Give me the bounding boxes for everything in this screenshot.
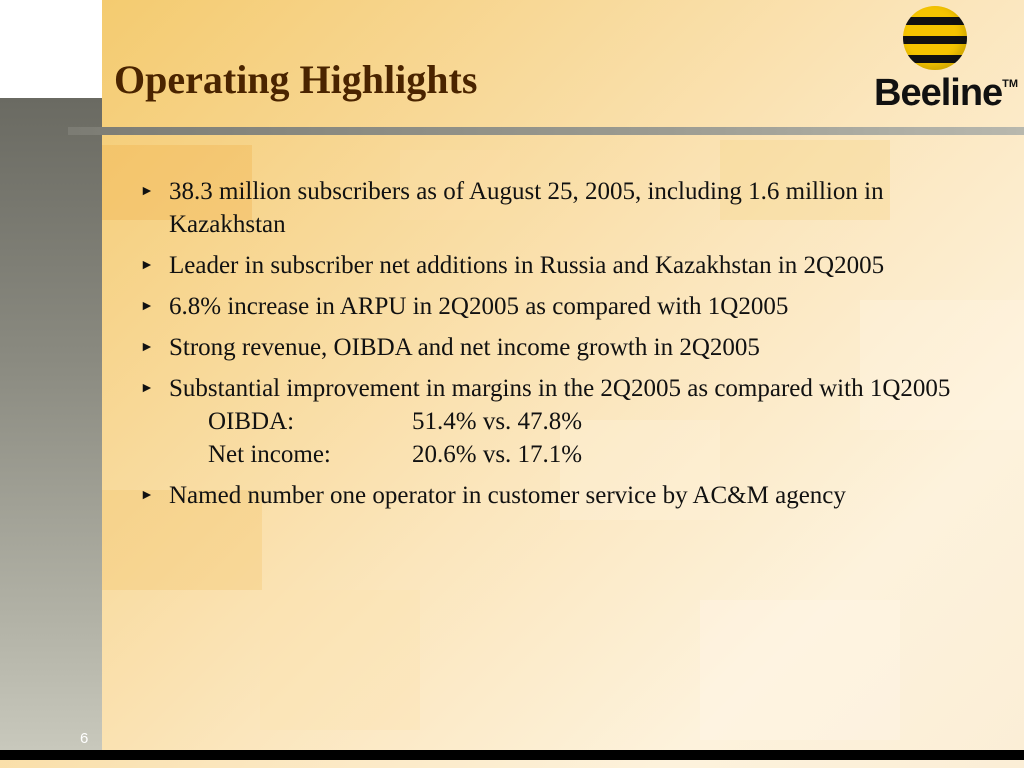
- title-underline: [68, 127, 1024, 135]
- margin-row-net-income: [169, 438, 960, 471]
- beeline-logo-icon: [903, 6, 967, 70]
- bg-tile: [700, 600, 900, 740]
- slide-title: Operating Highlights: [114, 57, 478, 102]
- page-number: 6: [80, 730, 89, 747]
- logo-text: Beeline: [874, 72, 1003, 114]
- margin-value: 20.6% vs. 17.1%: [412, 441, 583, 468]
- footer-bar: [0, 750, 1024, 760]
- margin-label: OIBDA:: [208, 408, 295, 435]
- bullet-arrow-icon: ►: [140, 340, 154, 355]
- bullet-arrow-icon: ►: [140, 184, 154, 199]
- margin-row-oibda: [169, 405, 960, 438]
- list-item-text: Named number one operator in customer service by AC&M agency: [169, 482, 846, 509]
- left-sidebar-band: [0, 98, 102, 750]
- list-item: [140, 175, 960, 241]
- list-item-text: 38.3 million subscribers as of August 25, 2005, including 1.6 million in Kazakhstan: [169, 178, 884, 238]
- logo-trademark: TM: [1002, 78, 1019, 90]
- bullet-arrow-icon: ►: [140, 381, 154, 396]
- list-item-text: 6.8% increase in ARPU in 2Q2005 as compared with 1Q2005: [169, 293, 789, 320]
- list-item-text: Substantial improvement in margins in the 2Q2005 as compared with 1Q2005: [169, 375, 951, 402]
- top-left-panel: [0, 0, 102, 98]
- bullet-arrow-icon: ►: [140, 299, 154, 314]
- list-item-text: Leader in subscriber net additions in Russia and Kazakhstan in 2Q2005: [169, 252, 885, 279]
- bullet-arrow-icon: ►: [140, 258, 154, 273]
- list-item: [140, 372, 960, 471]
- list-item: [140, 249, 960, 282]
- list-item: [140, 479, 960, 512]
- beeline-logo-wordmark: [874, 72, 1018, 115]
- list-item: [140, 290, 960, 323]
- bg-tile: [260, 590, 420, 730]
- bullet-arrow-icon: ►: [140, 488, 154, 503]
- list-item: [140, 331, 960, 364]
- margin-value: 51.4% vs. 47.8%: [412, 408, 583, 435]
- margin-label: Net income:: [208, 441, 331, 468]
- list-item-text: Strong revenue, OIBDA and net income growth in 2Q2005: [169, 334, 760, 361]
- highlights-list: [140, 175, 960, 520]
